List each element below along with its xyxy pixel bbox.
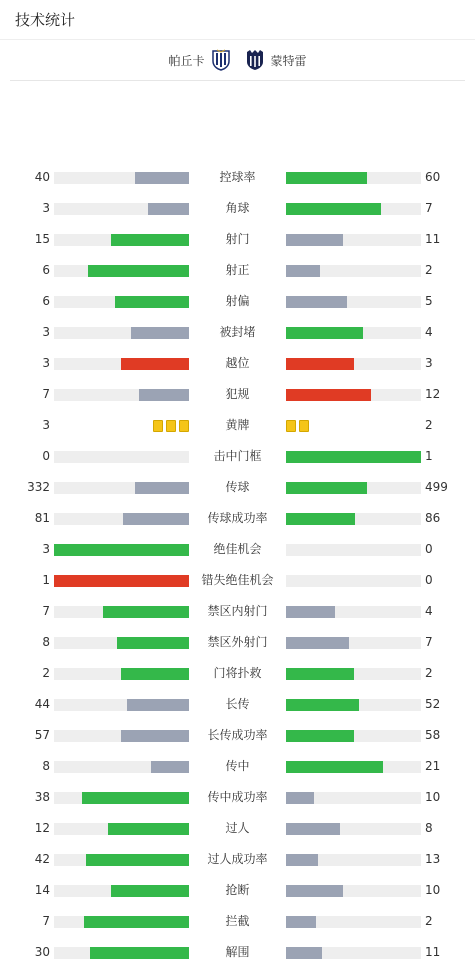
stat-row bbox=[0, 565, 475, 596]
away-value: 13 bbox=[425, 852, 441, 866]
away-bar-fill bbox=[286, 389, 371, 401]
stat-label: 过人成功率 bbox=[207, 852, 268, 866]
away-value: 1 bbox=[425, 449, 433, 463]
home-bar-track bbox=[54, 234, 189, 246]
home-value: 12 bbox=[34, 821, 50, 835]
stat-label: 射正 bbox=[225, 263, 250, 277]
away-bar-track bbox=[286, 854, 421, 866]
home-value: 0 bbox=[42, 449, 50, 463]
away-bar-track bbox=[286, 606, 421, 618]
home-bar-fill bbox=[115, 296, 189, 308]
home-value: 81 bbox=[34, 511, 50, 525]
home-bar-track bbox=[54, 327, 189, 339]
yellow-card-icon bbox=[166, 420, 176, 432]
away-yellow-cards bbox=[286, 420, 309, 433]
home-bar-fill bbox=[111, 234, 189, 246]
stat-label: 射偏 bbox=[225, 294, 250, 308]
stat-label: 角球 bbox=[225, 201, 250, 215]
home-bar-track bbox=[54, 823, 189, 835]
stat-label: 传球 bbox=[225, 480, 250, 494]
home-bar-fill bbox=[121, 668, 189, 680]
home-value: 332 bbox=[27, 480, 50, 494]
stat-label: 门将扑救 bbox=[213, 666, 262, 680]
stat-label: 被封堵 bbox=[219, 325, 256, 339]
home-bar-fill bbox=[121, 730, 189, 742]
home-value: 3 bbox=[42, 418, 50, 432]
away-bar-track bbox=[286, 637, 421, 649]
away-bar-fill bbox=[286, 947, 322, 959]
home-bar-track bbox=[54, 606, 189, 618]
teams-row bbox=[10, 40, 465, 81]
away-team[interactable] bbox=[245, 40, 313, 80]
stat-row bbox=[0, 317, 475, 348]
stats-header bbox=[0, 0, 475, 40]
home-bar-fill bbox=[90, 947, 189, 959]
home-value: 2 bbox=[42, 666, 50, 680]
away-bar-track bbox=[286, 451, 421, 463]
stat-row bbox=[0, 162, 475, 193]
home-bar-fill bbox=[135, 172, 189, 184]
away-bar-fill bbox=[286, 854, 318, 866]
stat-row bbox=[0, 503, 475, 534]
away-bar-track bbox=[286, 327, 421, 339]
stat-row bbox=[0, 813, 475, 844]
home-value: 3 bbox=[42, 325, 50, 339]
stat-label: 击中门框 bbox=[213, 449, 262, 463]
stat-row bbox=[0, 193, 475, 224]
away-team-name: 蒙特雷 bbox=[270, 53, 307, 68]
away-value: 499 bbox=[425, 480, 448, 494]
away-bar-fill bbox=[286, 513, 355, 525]
away-value: 2 bbox=[425, 418, 433, 432]
home-bar-track bbox=[54, 699, 189, 711]
away-bar-fill bbox=[286, 234, 343, 246]
away-value: 2 bbox=[425, 666, 433, 680]
pachuca-crest-icon bbox=[211, 49, 231, 71]
home-bar-track bbox=[54, 513, 189, 525]
away-bar-track bbox=[286, 358, 421, 370]
home-value: 3 bbox=[42, 201, 50, 215]
home-value: 6 bbox=[42, 263, 50, 277]
away-bar-fill bbox=[286, 606, 335, 618]
away-bar-track bbox=[286, 172, 421, 184]
stat-row bbox=[0, 286, 475, 317]
away-value: 10 bbox=[425, 790, 441, 804]
page-title: 技术统计 bbox=[15, 11, 76, 29]
away-bar-fill bbox=[286, 265, 320, 277]
home-bar-fill bbox=[127, 699, 189, 711]
away-value: 2 bbox=[425, 914, 433, 928]
home-bar-fill bbox=[82, 792, 189, 804]
away-value: 52 bbox=[425, 697, 441, 711]
stat-label: 拦截 bbox=[225, 914, 250, 928]
away-bar-fill bbox=[286, 761, 383, 773]
stat-label: 长传成功率 bbox=[207, 728, 268, 742]
yellow-card-icon bbox=[299, 420, 309, 432]
stat-label: 控球率 bbox=[219, 170, 256, 184]
home-bar-track bbox=[54, 172, 189, 184]
away-value: 0 bbox=[425, 542, 433, 556]
stat-row bbox=[0, 379, 475, 410]
away-bar-track bbox=[286, 513, 421, 525]
home-value: 30 bbox=[34, 945, 50, 959]
stat-row bbox=[0, 658, 475, 689]
away-bar-fill bbox=[286, 699, 359, 711]
home-value: 1 bbox=[42, 573, 50, 587]
away-value: 86 bbox=[425, 511, 441, 525]
home-bar-fill bbox=[117, 637, 189, 649]
home-bar-fill bbox=[131, 327, 189, 339]
stat-label: 抢断 bbox=[225, 883, 250, 897]
away-value: 7 bbox=[425, 635, 433, 649]
home-value: 44 bbox=[34, 697, 50, 711]
away-value: 2 bbox=[425, 263, 433, 277]
home-bar-fill bbox=[148, 203, 189, 215]
away-bar-track bbox=[286, 823, 421, 835]
home-bar-track bbox=[54, 203, 189, 215]
yellow-card-icon bbox=[286, 420, 296, 432]
stat-label: 禁区外射门 bbox=[207, 635, 268, 649]
stat-row bbox=[0, 689, 475, 720]
stat-row bbox=[0, 937, 475, 968]
away-bar-track bbox=[286, 792, 421, 804]
away-value: 10 bbox=[425, 883, 441, 897]
home-bar-fill bbox=[139, 389, 189, 401]
stat-label: 射门 bbox=[225, 232, 250, 246]
yellow-card-icon bbox=[179, 420, 189, 432]
stat-row bbox=[0, 596, 475, 627]
away-value: 3 bbox=[425, 356, 433, 370]
away-bar-fill bbox=[286, 203, 381, 215]
home-bar-fill bbox=[88, 265, 189, 277]
stat-row bbox=[0, 255, 475, 286]
home-bar-fill bbox=[151, 761, 189, 773]
home-value: 6 bbox=[42, 294, 50, 308]
away-value: 21 bbox=[425, 759, 441, 773]
away-bar-fill bbox=[286, 296, 347, 308]
away-bar-fill bbox=[286, 172, 367, 184]
monterrey-crest-icon bbox=[245, 49, 265, 71]
home-bar-track bbox=[54, 358, 189, 370]
home-bar-track bbox=[54, 854, 189, 866]
stat-label: 传中 bbox=[225, 759, 250, 773]
home-bar-fill bbox=[54, 575, 189, 587]
away-value: 58 bbox=[425, 728, 441, 742]
stat-row bbox=[0, 627, 475, 658]
stat-row bbox=[0, 751, 475, 782]
away-bar-track bbox=[286, 482, 421, 494]
away-bar-track bbox=[286, 761, 421, 773]
stat-row bbox=[0, 782, 475, 813]
away-bar-track bbox=[286, 575, 421, 587]
away-value: 4 bbox=[425, 325, 433, 339]
away-bar-track bbox=[286, 730, 421, 742]
home-bar-track bbox=[54, 761, 189, 773]
home-yellow-cards bbox=[153, 420, 189, 433]
home-value: 8 bbox=[42, 635, 50, 649]
stat-label: 越位 bbox=[225, 356, 250, 370]
home-bar-fill bbox=[111, 885, 189, 897]
home-value: 7 bbox=[42, 387, 50, 401]
away-value: 8 bbox=[425, 821, 433, 835]
home-bar-track bbox=[54, 389, 189, 401]
home-bar-fill bbox=[86, 854, 189, 866]
home-bar-track bbox=[54, 668, 189, 680]
home-bar-track bbox=[54, 730, 189, 742]
stat-label: 解围 bbox=[225, 945, 250, 959]
away-value: 7 bbox=[425, 201, 433, 215]
away-bar-track bbox=[286, 947, 421, 959]
away-bar-fill bbox=[286, 885, 343, 897]
home-value: 42 bbox=[34, 852, 50, 866]
stat-label: 犯规 bbox=[225, 387, 250, 401]
stat-label: 禁区内射门 bbox=[207, 604, 268, 618]
away-bar-fill bbox=[286, 916, 316, 928]
home-bar-track bbox=[54, 296, 189, 308]
stat-row bbox=[0, 720, 475, 751]
yellow-card-icon bbox=[153, 420, 163, 432]
home-value: 3 bbox=[42, 356, 50, 370]
stat-label: 长传 bbox=[225, 697, 250, 711]
home-bar-track bbox=[54, 265, 189, 277]
home-team[interactable] bbox=[162, 40, 230, 80]
away-bar-track bbox=[286, 544, 421, 556]
home-value: 3 bbox=[42, 542, 50, 556]
stat-label: 传中成功率 bbox=[207, 790, 268, 804]
away-bar-fill bbox=[286, 327, 363, 339]
home-bar-track bbox=[54, 544, 189, 556]
home-value: 38 bbox=[34, 790, 50, 804]
away-bar-track bbox=[286, 699, 421, 711]
stat-row bbox=[0, 875, 475, 906]
home-value: 57 bbox=[34, 728, 50, 742]
stat-label: 传球成功率 bbox=[207, 511, 268, 525]
away-bar-fill bbox=[286, 637, 349, 649]
away-bar-track bbox=[286, 916, 421, 928]
home-bar-track bbox=[54, 885, 189, 897]
home-bar-track bbox=[54, 916, 189, 928]
home-bar-fill bbox=[84, 916, 189, 928]
away-bar-track bbox=[286, 389, 421, 401]
away-value: 12 bbox=[425, 387, 441, 401]
away-bar-track bbox=[286, 668, 421, 680]
away-bar-track bbox=[286, 234, 421, 246]
home-value: 15 bbox=[34, 232, 50, 246]
home-value: 7 bbox=[42, 604, 50, 618]
stat-row bbox=[0, 224, 475, 255]
home-bar-track bbox=[54, 575, 189, 587]
home-bar-fill bbox=[121, 358, 189, 370]
stat-label: 绝佳机会 bbox=[213, 542, 262, 556]
stat-row bbox=[0, 534, 475, 565]
home-bar-track bbox=[54, 482, 189, 494]
away-bar-fill bbox=[286, 482, 367, 494]
stat-row bbox=[0, 472, 475, 503]
home-bar-track bbox=[54, 947, 189, 959]
away-value: 5 bbox=[425, 294, 433, 308]
away-value: 0 bbox=[425, 573, 433, 587]
home-value: 40 bbox=[34, 170, 50, 184]
home-bar-track bbox=[54, 637, 189, 649]
away-bar-fill bbox=[286, 358, 354, 370]
home-value: 8 bbox=[42, 759, 50, 773]
stat-row bbox=[0, 348, 475, 379]
away-bar-fill bbox=[286, 730, 354, 742]
home-bar-fill bbox=[108, 823, 189, 835]
home-value: 7 bbox=[42, 914, 50, 928]
away-bar-fill bbox=[286, 823, 340, 835]
home-bar-fill bbox=[54, 544, 189, 556]
stat-row bbox=[0, 410, 475, 441]
away-bar-track bbox=[286, 885, 421, 897]
stat-label: 过人 bbox=[225, 821, 250, 835]
home-value: 14 bbox=[34, 883, 50, 897]
away-value: 11 bbox=[425, 945, 441, 959]
away-bar-track bbox=[286, 296, 421, 308]
home-bar-fill bbox=[103, 606, 189, 618]
stat-label: 黄牌 bbox=[225, 418, 250, 432]
away-bar-fill bbox=[286, 451, 421, 463]
away-bar-track bbox=[286, 203, 421, 215]
home-bar-track bbox=[54, 451, 189, 463]
stat-row bbox=[0, 906, 475, 937]
home-bar-fill bbox=[123, 513, 189, 525]
stat-label: 错失绝佳机会 bbox=[201, 573, 274, 587]
away-value: 60 bbox=[425, 170, 441, 184]
home-bar-fill bbox=[135, 482, 189, 494]
stat-row bbox=[0, 844, 475, 875]
stat-row bbox=[0, 441, 475, 472]
home-bar-track bbox=[54, 792, 189, 804]
away-value: 11 bbox=[425, 232, 441, 246]
home-team-name: 帕丘卡 bbox=[168, 53, 205, 68]
away-bar-fill bbox=[286, 792, 314, 804]
away-bar-fill bbox=[286, 668, 354, 680]
away-bar-track bbox=[286, 265, 421, 277]
away-value: 4 bbox=[425, 604, 433, 618]
